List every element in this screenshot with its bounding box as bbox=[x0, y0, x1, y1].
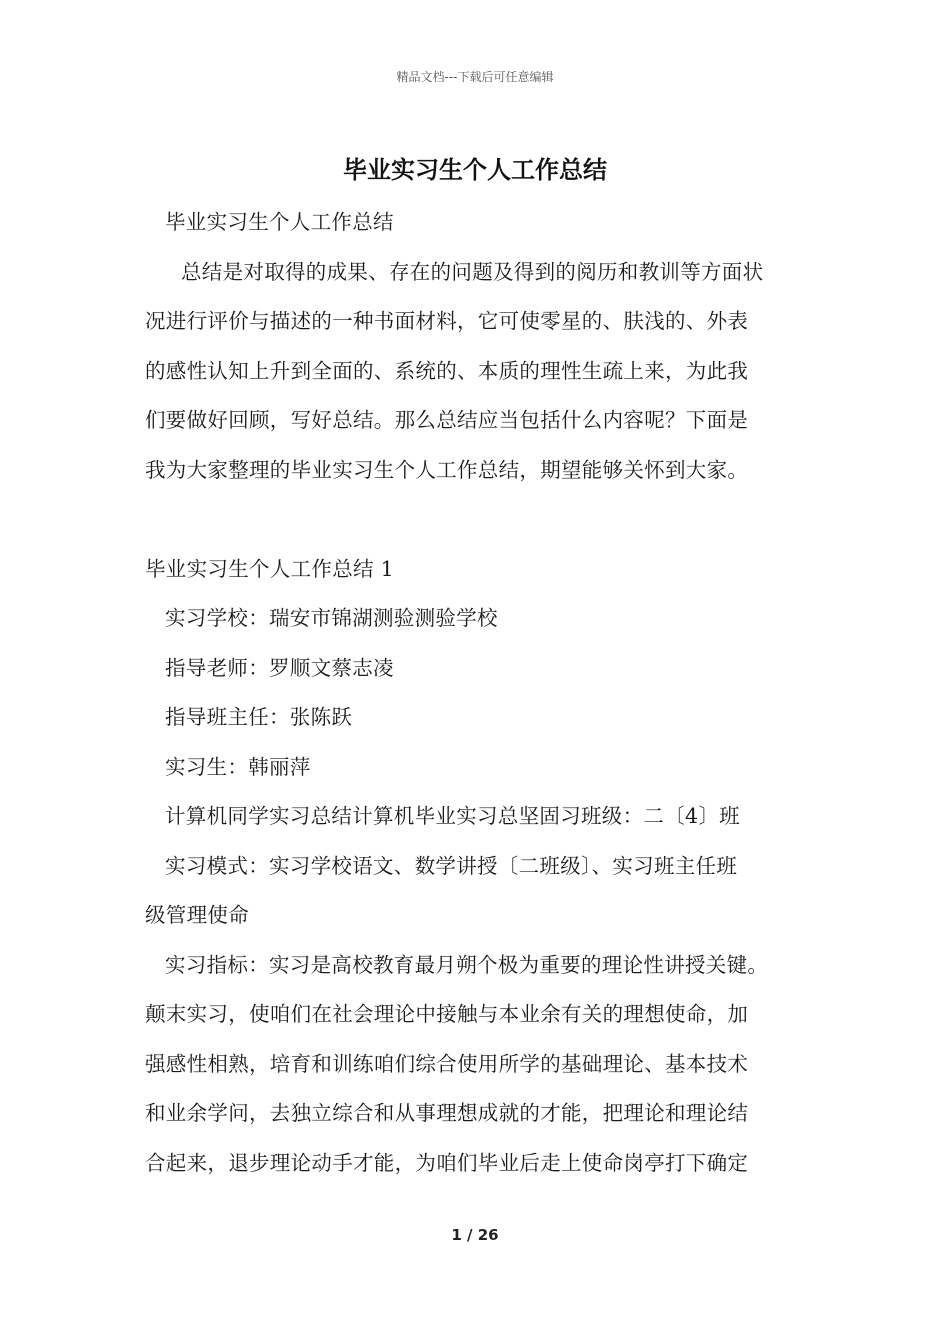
section-heading: 毕业实习生个人工作总结 1 bbox=[145, 556, 394, 581]
document-body bbox=[145, 198, 815, 1188]
paragraph-line: 合起来，退步理论动手才能，为咱们毕业后走上使命岗亭打下确定 bbox=[145, 1150, 749, 1175]
paragraph-line: 实习指标：实习是高校教育最月朔个极为重要的理论性讲授关键。 bbox=[165, 952, 769, 977]
info-line-teacher: 指导老师：罗顺文蔡志凌 bbox=[165, 655, 394, 680]
info-line-class: 计算机同学实习总结计算机毕业实习总坚固习班级：二〔4〕班 bbox=[165, 804, 740, 828]
paragraph-line: 总结是对取得的成果、存在的问题及得到的阅历和教训等方面状 bbox=[181, 259, 764, 284]
paragraph-line: 颠末实习，使咱们在社会理论中接触与本业余有关的理想使命，加 bbox=[145, 1002, 749, 1026]
subtitle-line: 毕业实习生个人工作总结 bbox=[165, 210, 394, 234]
page-header: 精品文档---下载后可任意编辑 bbox=[396, 70, 554, 84]
paragraph-line: 和业余学问，去独立综合和从事理想成就的才能，把理论和理论结 bbox=[145, 1101, 749, 1125]
paragraph-line: 的感性认知上升到全面的、系统的、本质的理性生疏上来，为此我 bbox=[145, 358, 749, 383]
paragraph-line: 强感性相熟，培育和训练咱们综合使用所学的基础理论、基本技术 bbox=[145, 1051, 749, 1076]
paragraph-line: 们要做好回顾，写好总结。那么总结应当包括什么内容呢？下面是 bbox=[145, 408, 749, 432]
info-line-head-teacher: 指导班主任：张陈跃 bbox=[165, 705, 353, 729]
page-number: 1 / 26 bbox=[451, 1226, 499, 1244]
info-line-school: 实习学校：瑞安市锦湖测验测验学校 bbox=[165, 606, 498, 630]
paragraph-line: 级管理使命 bbox=[145, 903, 249, 927]
document-title: 毕业实习生个人工作总结 bbox=[343, 156, 607, 184]
paragraph-line: 我为大家整理的毕业实习生个人工作总结，期望能够关怀到大家。 bbox=[145, 457, 749, 482]
blank-line bbox=[145, 495, 815, 545]
paragraph-line: 实习模式：实习学校语文、数学讲授〔二班级〕、实习班主任班 bbox=[165, 853, 738, 878]
info-line-intern: 实习生：韩丽萍 bbox=[165, 754, 311, 779]
paragraph-line: 况进行评价与描述的一种书面材料，它可使零星的、肤浅的、外表 bbox=[145, 309, 749, 333]
